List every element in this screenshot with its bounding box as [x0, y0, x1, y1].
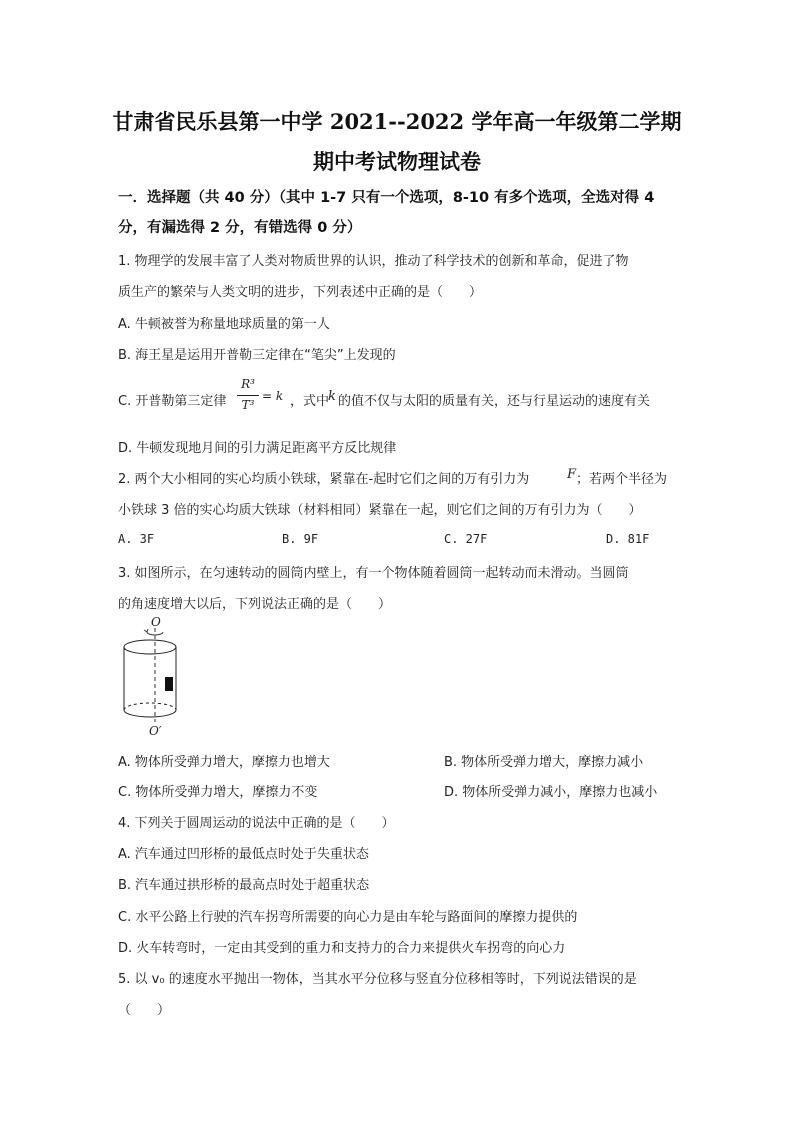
q3-option-c: C. 物体所受弹力增大，摩擦力不变 [118, 785, 318, 800]
q1-option-a: A. 牛顿被誉为称量地球质量的第一人 [118, 317, 330, 332]
rotation-arrow-head [144, 629, 148, 632]
object-block [165, 677, 173, 691]
axis-label-bottom: O′ [149, 724, 162, 738]
q3-option-b: B. 物体所受弹力增大，摩擦力减小 [444, 755, 644, 770]
q2-option-d: D. 81F [606, 532, 650, 546]
q2-option-b: B. 9F [282, 532, 319, 546]
q5-stem-line1: 5. 以 v₀ 的速度水平抛出一物体，当其水平分位移与竖直分位移相等时，下列说法错误的是 [118, 972, 637, 987]
q1-option-c-text1: ，式中 [290, 394, 330, 409]
q3-option-d: D. 物体所受弹力减小，摩擦力也减小 [444, 785, 658, 800]
exam-title-line2: 期中考试物理试卷 [313, 149, 481, 174]
q1-formula-numerator: R³ [241, 377, 255, 391]
q4-option-c: C. 水平公路上行驶的汽车拐弯所需要的向心力是由车轮与路面间的摩擦力提供的 [118, 910, 578, 925]
q3-stem-line1: 3. 如图所示，在匀速转动的圆筒内壁上，有一个物体随着圆筒一起转动而未滑动。当圆筒 [118, 566, 629, 581]
q1-option-b: B. 海王星是运用开普勒三定律在“笔尖”上发现的 [118, 348, 396, 363]
cylinder-top [124, 640, 176, 654]
q1-formula-denominator: T³ [241, 398, 255, 412]
q2-option-c: C. 27F [444, 532, 488, 546]
axis-label-top: O [151, 615, 161, 629]
exam-title-line1: 甘肃省民乐县第一中学 2021--2022 学年高一年级第二学期 [112, 109, 682, 134]
q1-option-c-text2: 的值不仅与太阳的质量有关，还与行星运动的速度有关 [338, 394, 651, 409]
q2-stem-line1-a: 2. 两个大小相同的实心均质小铁球，紧靠在-起时它们之间的万有引力为 [118, 472, 530, 487]
q4-option-a: A. 汽车通过凹形桥的最低点时处于失重状态 [118, 847, 369, 862]
q5-stem-line2: （ ） [118, 1003, 171, 1018]
q1-option-c-prefix: C. 开普勒第三定律 [118, 394, 227, 409]
q1-option-d: D. 牛顿发现地月间的引力满足距离平方反比规律 [118, 441, 397, 456]
q3-rotating-cylinder-figure [112, 614, 192, 740]
q4-stem: 4. 下列关于圆周运动的说法中正确的是（ ） [118, 816, 395, 831]
q2-stem-force-symbol: F [567, 467, 577, 482]
q3-option-a: A. 物体所受弹力增大，摩擦力也增大 [118, 755, 330, 770]
q2-stem-line1-b: ；若两个半径为 [576, 472, 668, 487]
section-header-line1: 一．选择题（共 40 分）（其中 1-7 只有一个选项，8-10 有多个选项，全选对得 4 [118, 190, 655, 206]
q1-stem-line1: 1. 物理学的发展丰富了人类对物质世界的认识，推动了科学技术的创新和革命，促进了物 [118, 254, 629, 269]
section-header-line2: 分，有漏选得 2 分，有错选得 0 分） [118, 220, 362, 236]
q2-stem-line2: 小铁球 3 倍的实心均质大铁球（材料相同）紧靠在一起，则它们之间的万有引力为（ ） [118, 503, 642, 518]
q1-option-c-k: k [328, 389, 336, 404]
q2-option-a: A. 3F [118, 532, 155, 546]
q1-formula-equals-k: = k [262, 389, 284, 403]
cylinder-bottom-back [124, 703, 176, 710]
cylinder-bottom-front [124, 710, 176, 717]
q4-option-d: D. 火车转弯时，一定由其受到的重力和支持力的合力来提供火车拐弯的向心力 [118, 941, 566, 956]
q3-stem-line2: 的角速度增大以后，下列说法正确的是（ ） [118, 597, 392, 612]
q1-stem-line2: 质生产的繁荣与人类文明的进步，下列表述中正确的是（ ） [118, 285, 483, 300]
q4-option-b: B. 汽车通过拱形桥的最高点时处于超重状态 [118, 878, 370, 893]
rotation-arrow [147, 632, 163, 635]
q1-formula-fraction-bar [237, 395, 259, 396]
